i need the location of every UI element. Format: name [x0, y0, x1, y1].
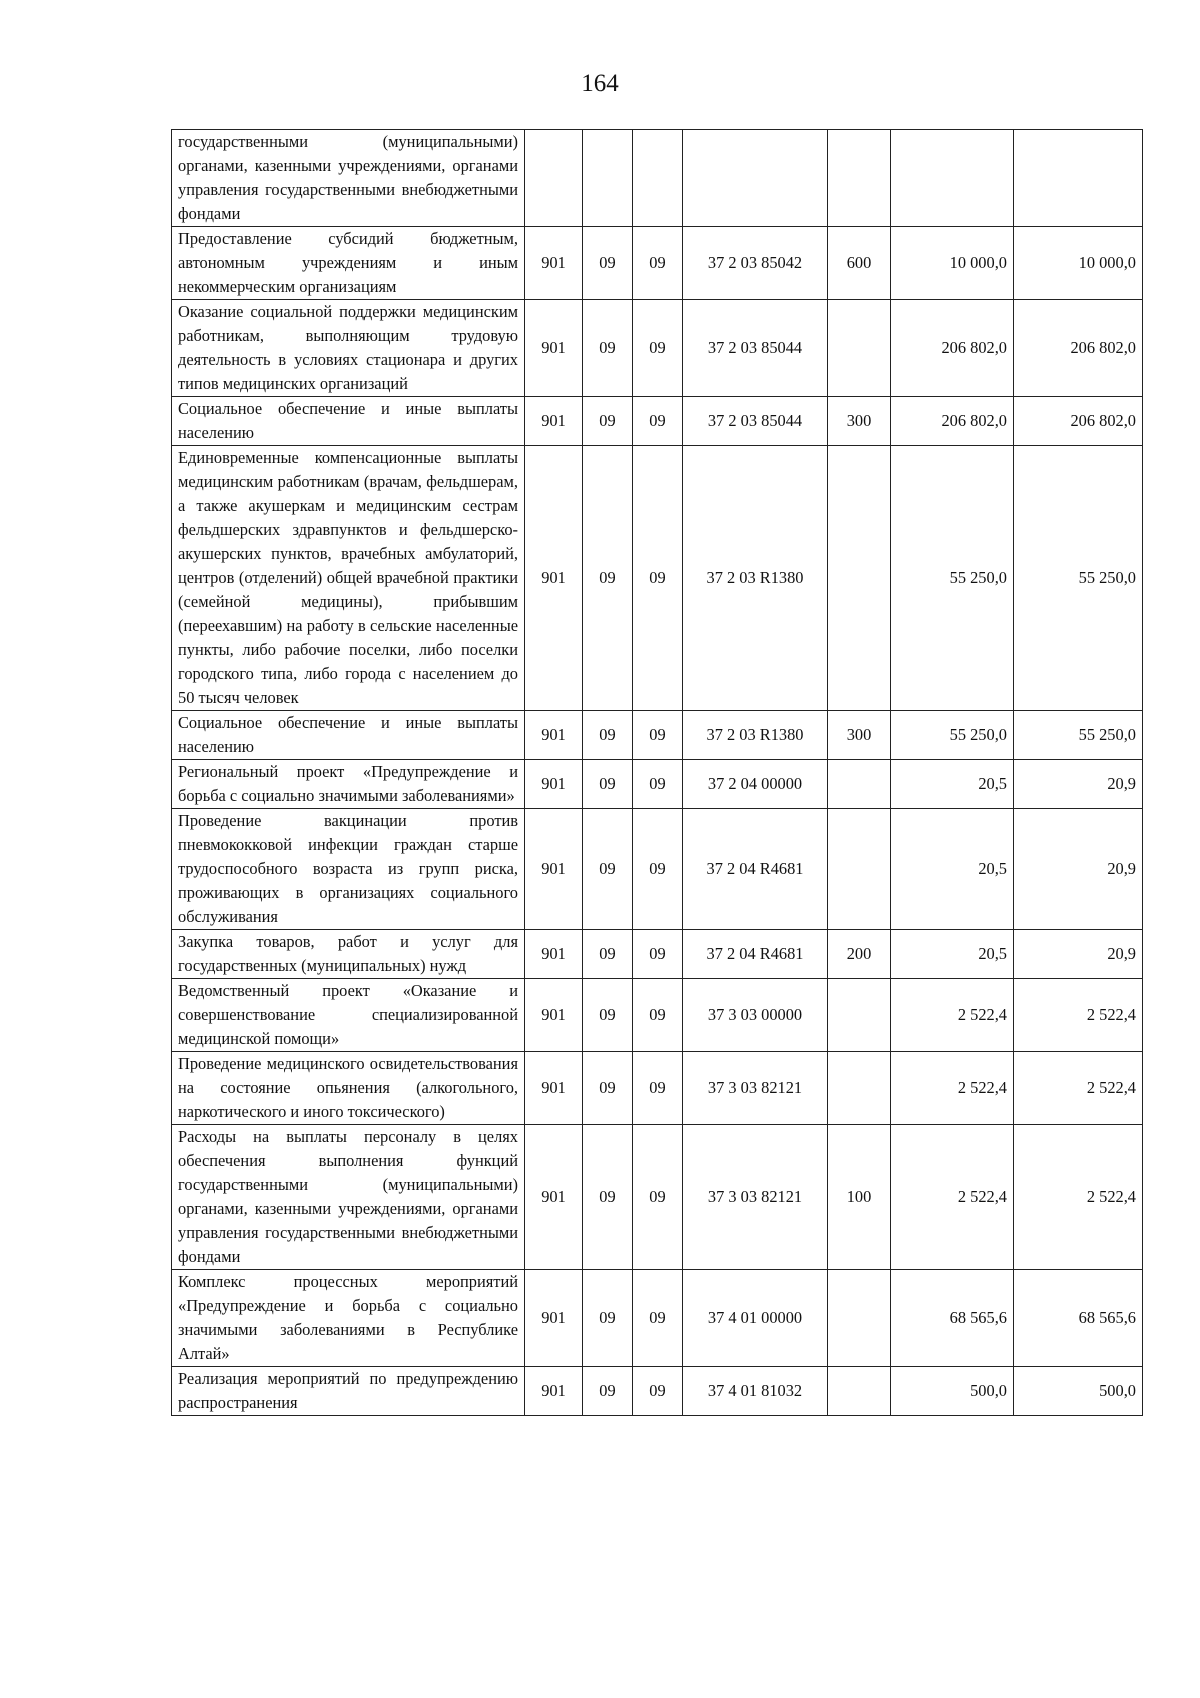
target-article: 37 2 04 R4681: [683, 930, 828, 979]
expense-type: [828, 979, 891, 1052]
row-name: Оказание социальной поддержки медицинским работникам, выполняющим трудовую деятельность в условиях стационара и других типов медицинских организаций: [172, 300, 525, 397]
table-row: [172, 446, 1143, 711]
target-article: 37 3 03 00000: [683, 979, 828, 1052]
page-number: 164: [581, 70, 619, 97]
table-row: [172, 397, 1143, 446]
section-code: 09: [583, 930, 633, 979]
expense-type: 600: [828, 227, 891, 300]
amount-year-1: 2 522,4: [891, 1125, 1014, 1270]
section-code: 09: [583, 1367, 633, 1416]
admin-code: 901: [525, 711, 583, 760]
amount-year-1: 68 565,6: [891, 1270, 1014, 1367]
amount-year-2: 55 250,0: [1014, 711, 1143, 760]
subsection-code: 09: [633, 1367, 683, 1416]
amount-year-2: [1014, 130, 1143, 227]
amount-year-2: 2 522,4: [1014, 979, 1143, 1052]
target-article: [683, 130, 828, 227]
expense-type: [828, 1052, 891, 1125]
subsection-code: 09: [633, 397, 683, 446]
row-name: Закупка товаров, работ и услуг для государственных (муниципальных) нужд: [172, 930, 525, 979]
expense-type: [828, 130, 891, 227]
target-article: 37 4 01 81032: [683, 1367, 828, 1416]
target-article: 37 4 01 00000: [683, 1270, 828, 1367]
target-article: 37 2 03 R1380: [683, 711, 828, 760]
row-name: Комплекс процессных мероприятий «Предупреждение и борьба с социально значимыми заболеваниями в Республике Алтай»: [172, 1270, 525, 1367]
table-row: [172, 809, 1143, 930]
row-name: Ведомственный проект «Оказание и совершенствование специализированной медицинской помощи»: [172, 979, 525, 1052]
subsection-code: 09: [633, 979, 683, 1052]
amount-year-1: 20,5: [891, 930, 1014, 979]
subsection-code: 09: [633, 930, 683, 979]
target-article: 37 2 03 85044: [683, 397, 828, 446]
section-code: 09: [583, 1270, 633, 1367]
admin-code: 901: [525, 227, 583, 300]
admin-code: 901: [525, 809, 583, 930]
expense-type: 100: [828, 1125, 891, 1270]
amount-year-2: 55 250,0: [1014, 446, 1143, 711]
amount-year-1: 2 522,4: [891, 979, 1014, 1052]
amount-year-2: 68 565,6: [1014, 1270, 1143, 1367]
subsection-code: 09: [633, 1052, 683, 1125]
expense-type: 300: [828, 397, 891, 446]
amount-year-2: 206 802,0: [1014, 300, 1143, 397]
section-code: 09: [583, 300, 633, 397]
admin-code: 901: [525, 1125, 583, 1270]
target-article: 37 2 03 85044: [683, 300, 828, 397]
admin-code: 901: [525, 1052, 583, 1125]
subsection-code: 09: [633, 711, 683, 760]
row-name: Реализация мероприятий по предупреждению распространения: [172, 1367, 525, 1416]
subsection-code: 09: [633, 300, 683, 397]
amount-year-2: 20,9: [1014, 809, 1143, 930]
row-name: Социальное обеспечение и иные выплаты населению: [172, 711, 525, 760]
admin-code: 901: [525, 979, 583, 1052]
table-row: [172, 1367, 1143, 1416]
amount-year-1: 20,5: [891, 809, 1014, 930]
table-row: [172, 300, 1143, 397]
amount-year-2: 20,9: [1014, 930, 1143, 979]
row-name: Региональный проект «Предупреждение и борьба с социально значимыми заболеваниями»: [172, 760, 525, 809]
admin-code: 901: [525, 1367, 583, 1416]
row-name: Проведение вакцинации против пневмококковой инфекции граждан старше трудоспособного возраста из групп риска, проживающих в организациях социального обслуживания: [172, 809, 525, 930]
target-article: 37 2 04 00000: [683, 760, 828, 809]
amount-year-2: 206 802,0: [1014, 397, 1143, 446]
table-row: [172, 130, 1143, 227]
amount-year-1: [891, 130, 1014, 227]
budget-table: [171, 129, 1143, 1416]
amount-year-1: 10 000,0: [891, 227, 1014, 300]
table-row: [172, 711, 1143, 760]
row-name: государственными (муниципальными) органами, казенными учреждениями, органами управления государственными внебюджетными фондами: [172, 130, 525, 227]
subsection-code: 09: [633, 809, 683, 930]
subsection-code: [633, 130, 683, 227]
target-article: 37 2 03 R1380: [683, 446, 828, 711]
expense-type: [828, 760, 891, 809]
table-row: [172, 760, 1143, 809]
amount-year-1: 20,5: [891, 760, 1014, 809]
admin-code: 901: [525, 300, 583, 397]
expense-type: 300: [828, 711, 891, 760]
amount-year-2: 2 522,4: [1014, 1052, 1143, 1125]
amount-year-1: 500,0: [891, 1367, 1014, 1416]
amount-year-1: 55 250,0: [891, 446, 1014, 711]
expense-type: [828, 809, 891, 930]
admin-code: 901: [525, 760, 583, 809]
subsection-code: 09: [633, 1125, 683, 1270]
admin-code: 901: [525, 446, 583, 711]
section-code: 09: [583, 711, 633, 760]
admin-code: 901: [525, 397, 583, 446]
expense-type: 200: [828, 930, 891, 979]
section-code: 09: [583, 979, 633, 1052]
table-row: [172, 227, 1143, 300]
target-article: 37 3 03 82121: [683, 1052, 828, 1125]
section-code: 09: [583, 1052, 633, 1125]
subsection-code: 09: [633, 227, 683, 300]
admin-code: [525, 130, 583, 227]
table-row: [172, 1052, 1143, 1125]
section-code: 09: [583, 227, 633, 300]
expense-type: [828, 1367, 891, 1416]
section-code: 09: [583, 1125, 633, 1270]
target-article: 37 3 03 82121: [683, 1125, 828, 1270]
row-name: Проведение медицинского освидетельствования на состояние опьянения (алкогольного, наркотического и иного токсического): [172, 1052, 525, 1125]
table-row: [172, 979, 1143, 1052]
row-name: Единовременные компенсационные выплаты медицинским работникам (врачам, фельдшерам, а также акушеркам и медицинским сестрам фельдшерских здравпунктов и фельдшерско-акушерских пунктов, врачебных амбулаторий, центров (отделений) общей врачебной практики (семейной медицины), прибывшим (переехавшим) на работу в сельские населенные пункты, либо рабочие поселки, либо поселки городского типа, либо города с населением до 50 тысяч человек: [172, 446, 525, 711]
section-code: 09: [583, 397, 633, 446]
row-name: Расходы на выплаты персоналу в целях обеспечения выполнения функций государственными (муниципальными) органами, казенными учреждениями, органами управления государственными внебюджетными фондами: [172, 1125, 525, 1270]
admin-code: 901: [525, 930, 583, 979]
subsection-code: 09: [633, 1270, 683, 1367]
section-code: 09: [583, 760, 633, 809]
section-code: [583, 130, 633, 227]
amount-year-1: 55 250,0: [891, 711, 1014, 760]
table-row: [172, 1125, 1143, 1270]
section-code: 09: [583, 809, 633, 930]
admin-code: 901: [525, 1270, 583, 1367]
amount-year-2: 2 522,4: [1014, 1125, 1143, 1270]
amount-year-1: 206 802,0: [891, 300, 1014, 397]
subsection-code: 09: [633, 446, 683, 711]
amount-year-2: 20,9: [1014, 760, 1143, 809]
target-article: 37 2 03 85042: [683, 227, 828, 300]
target-article: 37 2 04 R4681: [683, 809, 828, 930]
amount-year-1: 206 802,0: [891, 397, 1014, 446]
amount-year-1: 2 522,4: [891, 1052, 1014, 1125]
expense-type: [828, 300, 891, 397]
table-row: [172, 930, 1143, 979]
table-row: [172, 1270, 1143, 1367]
row-name: Социальное обеспечение и иные выплаты населению: [172, 397, 525, 446]
amount-year-2: 10 000,0: [1014, 227, 1143, 300]
expense-type: [828, 446, 891, 711]
section-code: 09: [583, 446, 633, 711]
amount-year-2: 500,0: [1014, 1367, 1143, 1416]
expense-type: [828, 1270, 891, 1367]
row-name: Предоставление субсидий бюджетным, автономным учреждениям и иным некоммерческим организациям: [172, 227, 525, 300]
subsection-code: 09: [633, 760, 683, 809]
